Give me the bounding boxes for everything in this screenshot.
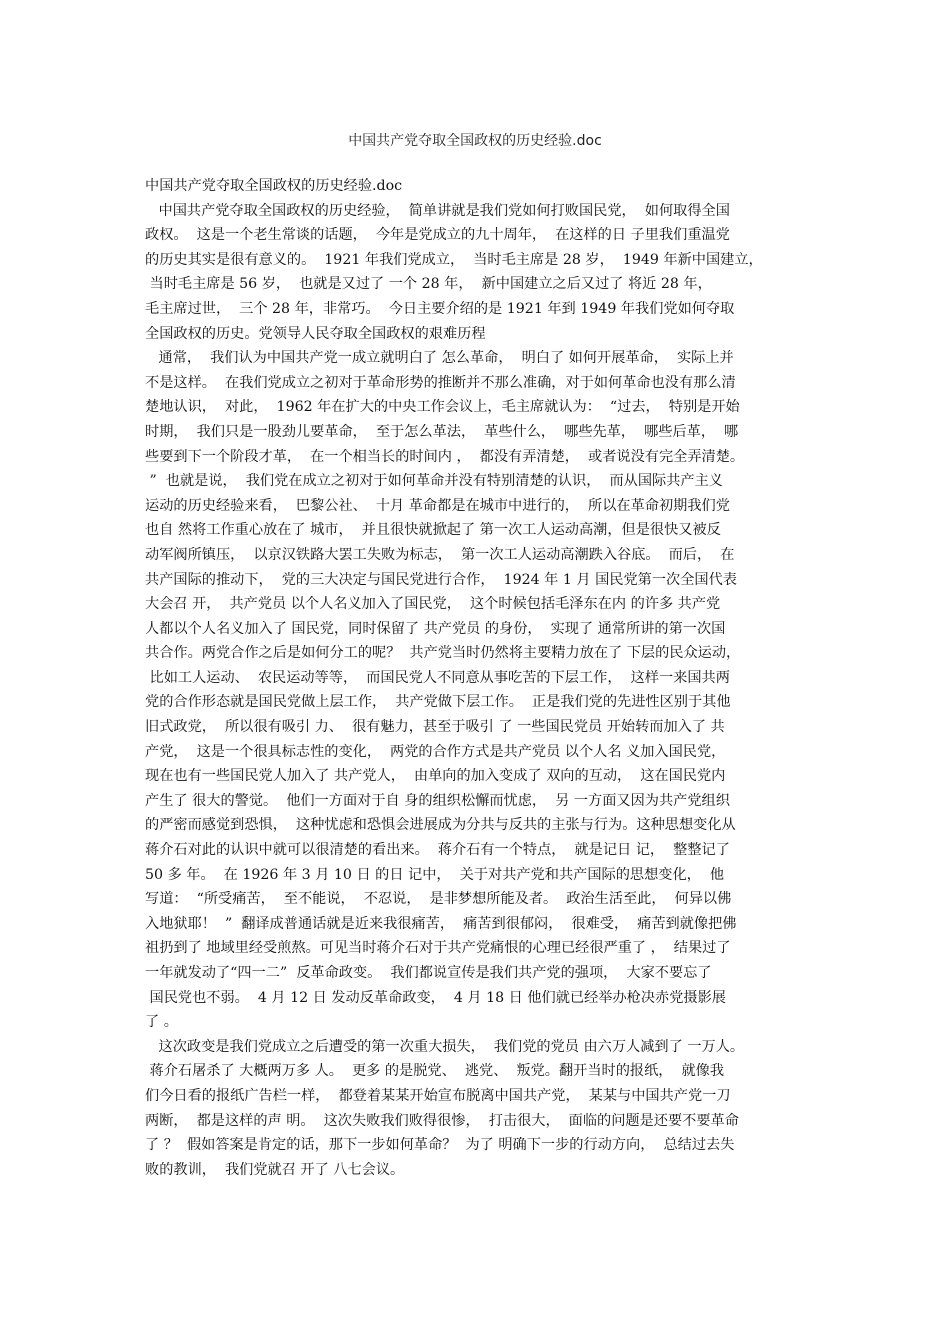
text-line: 共产国际的推动下， 党的三大决定与国民党进行合作， 1924 年 1 月 国民党第一次全国代表 [145, 571, 737, 588]
text-line: 的历史其实是很有意义的。 1921 年我们党成立， 当时毛主席是 28 岁， 1949 年新中国建立， [145, 251, 763, 268]
text-line: 党的合作形态就是国民党做上层工作， 共产党做下层工作。 正是我们党的先进性区别于其他 [145, 694, 731, 711]
text-line: 楚地认识， 对此， 1962 年在扩大的中央工作会议上，毛主席就认为： “过去， 特别是开始 [145, 399, 740, 416]
text-line: 产生了 很大的警觉。 他们一方面对于自 身的组织松懈而忧虑， 另 一方面又因为共产党组织 [145, 792, 730, 809]
page-header-title: 中国共产党夺取全国政权的历史经验.doc [348, 133, 602, 149]
text-line: 动军阀所镇压， 以京汉铁路大罢工失败为标志， 第一次工人运动高潮跌入谷底。 而后， 在 [145, 546, 735, 563]
text-line: 毛主席过世， 三个 28 年，非常巧。 今日主要介绍的是 1921 年到 1949 年我们党如何夺取 [145, 300, 735, 317]
text-line: 入地狱耶！ ” 翻译成普通话就是近来我很痛苦， 痛苦到很郁闷， 很难受， 痛苦到就像把佛 [145, 915, 737, 932]
text-line: 共合作。两党合作之后是如何分工的呢？ 共产党当时仍然将主要精力放在了 下层的民众运动， [145, 645, 741, 662]
text-line: 的严密而感觉到恐惧， 这种忧虑和恐惧会进展成为分共与反共的主张与行为。这种思想变化从 [145, 817, 736, 834]
text-line: 们今日看的报纸广告栏一样， 都登着某某开始宣布脱离中国共产党， 某某与中国共产党一刀 [145, 1087, 731, 1104]
text-line: 人都以个人名义加入了 国民党，同时保留了 共产党员 的身份， 实现了 通常所讲的第一次国 [145, 620, 726, 637]
text-line: 一年就发动了“四一二” 反革命政变。 我们都说宣传是我们共产党的强项， 大家不要忘了 [145, 965, 712, 981]
text-line: 旧式政党， 所以很有吸引 力、 很有魅力，甚至于吸引 了 一些国民党员 开始转而加入了 共 [145, 719, 725, 736]
text-line: 中国共产党夺取全国政权的历史经验， 简单讲就是我们党如何打败国民党， 如何取得全国 [145, 202, 730, 219]
text-line: 政权。 这是一个老生常谈的话题， 今年是党成立的九十周年， 在这样的日 子里我们重温党 [145, 227, 730, 244]
text-line: 通常， 我们认为中国共产党一成立就明白了 怎么革命， 明白了 如何开展革命， 实际上并 [145, 350, 734, 367]
text-line: 这次政变是我们党成立之后遭受的第一次重大损失， 我们党的党员 由六万人减到了 一万人。 [145, 1038, 745, 1055]
text-line: 运动的历史经验来看， 巴黎公社、 十月 革命都是在城市中进行的， 所以在革命初期我们党 [145, 497, 730, 514]
text-line: 写道： “所受痛苦， 至不能说， 不忍说， 是非梦想所能及者。 政治生活至此， 何异以佛 [145, 891, 732, 908]
document-body [145, 174, 825, 1182]
text-line: ” 也就是说， 我们党在成立之初对于如何革命并没有特别清楚的认识， 而从国际共产主义 [145, 473, 723, 490]
text-line: 祖扔到了 地域里经受煎熬。可见当时蒋介石对于共产党痛恨的心理已经很严重了 ， 结果过了 [145, 940, 731, 957]
text-line: 现在也有一些国民党人加入了 共产党人， 由单向的加入变成了 双向的互动， 这在国民党内 [145, 768, 726, 785]
text-line: 不是这样。 在我们党成立之初对于革命形势的推断并不那么准确，对于如何革命也没有那么清 [145, 374, 736, 391]
text-line: 些要到下一个阶段才革， 在一个相当长的时间内 ， 都没有弄清楚， 或者说没有完全弄清楚。 [145, 448, 745, 465]
text-line: 蒋介石屠杀了 大概两万多 人。 更多 的是脱党、 逃党、 叛党。翻开当时的报纸， 就像我 [145, 1063, 725, 1080]
text-line: 了 ？ 假如答案是肯定的话，那下一步如何革命？ 为了 明确下一步的行动方向， 总结过去失 [145, 1137, 735, 1154]
text-line: 产党， 这是一个很具标志性的变化， 两党的合作方式是共产党员 以个人名 义加入国民党， [145, 743, 726, 760]
text-line: 中国共产党夺取全国政权的历史经验.doc [145, 178, 403, 194]
text-line: 大会召 开， 共产党员 以个人名义加入了国民党， 这个时候包括毛泽东在内 的许多 共产党 [145, 596, 721, 613]
text-line: 当时毛主席是 56 岁， 也就是又过了 一个 28 年， 新中国建立之后又过了 将近 28 年， [145, 276, 712, 293]
text-line: 也自 然将工作重心放在了 城市， 并且很快就掀起了 第一次工人运动高潮，但是很快又被反 [145, 522, 721, 539]
text-line: 败的教训， 我们党就召 开了 八七会议。 [145, 1161, 405, 1178]
text-line: 50 多 年。 在 1926 年 3 月 10 日 的日 记中， 关于对共产党和共产国际的思想变化， 他 [145, 866, 725, 883]
text-line: 国民党也不弱。 4 月 12 日 发动反革命政变， 4 月 18 日 他们就已经举办枪决赤党摄影展 [145, 989, 726, 1006]
text-line: 两断， 都是这样的声 明。 这次失败我们败得很惨， 打击很大， 面临的问题是还要不要革命 [145, 1112, 739, 1129]
text-line: 了 。 [145, 1014, 178, 1031]
text-line: 时期， 我们只是一股劲儿要革命， 至于怎么革法， 革些什么， 哪些先革， 哪些后革， 哪 [145, 423, 739, 440]
text-line: 蒋介石对此的认识中就可以很清楚的看出来。 蒋介石有一个特点， 就是记日 记， 整整记了 [145, 842, 730, 859]
text-line: 全国政权的历史。党领导人民夺取全国政权的艰难历程 [145, 325, 486, 342]
text-line: 比如工人运动、 农民运动等等， 而国民党人不同意从事吃苦的下层工作， 这样一来国共两 [145, 669, 730, 686]
